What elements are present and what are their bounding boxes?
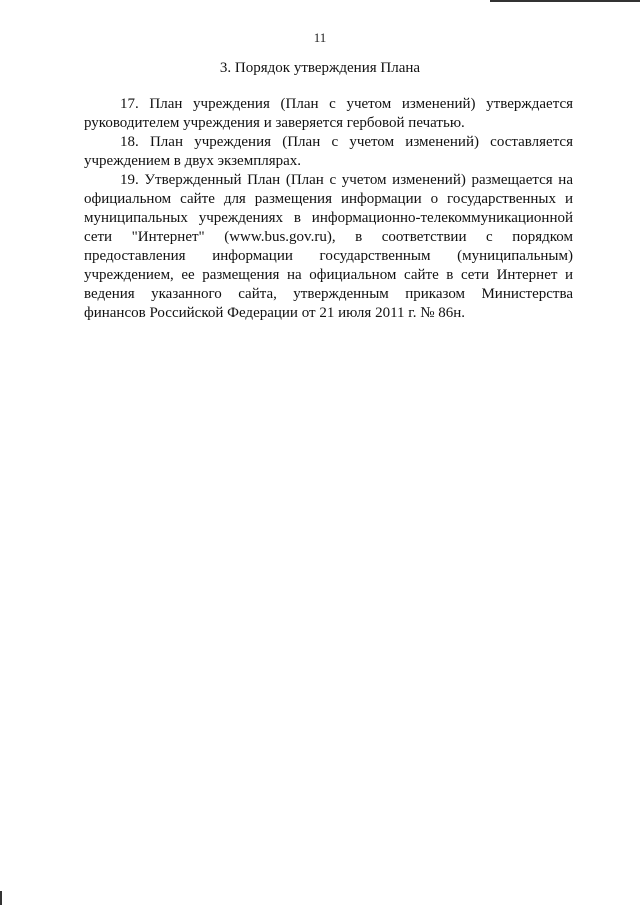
document-body: [84, 95, 573, 323]
paragraph-18: 18. План учреждения (План с учетом изменений) составляется учреждением в двух экземплярах.: [84, 134, 573, 169]
paragraph-19: 19. Утвержденный План (План с учетом изменений) размещается на официальном сайте для размещения информации о государственных и муниципальных учреждениях в информационно-телекоммуникационной сети "Интернет" (www.bus.gov.ru), в соответствии с порядком предоставления информации государственным (муниципальным) учреждением, ее размещения на официальном сайте в сети Интернет и ведения указанного сайта, утвержденным приказом Министерства финансов Российской Федерации от 21 июля 2011 г. № 86н.: [84, 172, 573, 321]
scan-edge-mark-left: [0, 891, 2, 905]
paragraph-17: 17. План учреждения (План с учетом изменений) утверждается руководителем учреждения и заверяется гербовой печатью.: [84, 96, 573, 131]
page-number: 11: [313, 30, 327, 45]
section-heading: 3. Порядок утверждения Плана: [219, 60, 421, 76]
scan-edge-mark-top: [490, 0, 640, 2]
